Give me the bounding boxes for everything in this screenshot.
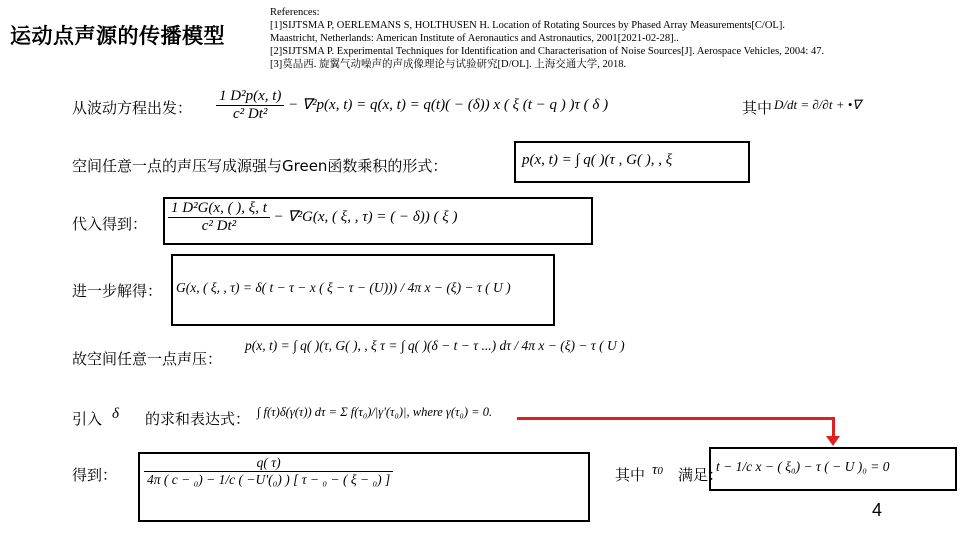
reference-2: [2]SIJTSMA P. Experimental Techniques for Identification and Characterisation of Noise Sources[J]. Aerospace Vehicles, 2004: 47. bbox=[270, 46, 825, 57]
page-number: 4 bbox=[872, 500, 883, 520]
red-arrow-head bbox=[826, 436, 840, 446]
green-rhs: − ∇²G(x, ( ξ, , τ) = ( − δ)) ( ξ ) bbox=[273, 208, 458, 225]
equation-delta-sum: ∫ f(τ)δ(γ(τ)) dτ = Σ f(τ₀)/|γ'(τ₀)|, where γ(τ₀) = 0. bbox=[257, 405, 493, 419]
label-substitute: 代入得到： bbox=[72, 215, 148, 233]
label-where: 其中 bbox=[615, 466, 646, 484]
equation-green-pde bbox=[168, 200, 457, 235]
label-satisfy: 满足： bbox=[678, 466, 724, 484]
equation-pressure-integral: p(x, t) = ∫ q( )(τ, G( ), , ξ τ = ∫ q( )(δ − t − τ ...) dτ / 4π x − (ξ) − τ ( U ) bbox=[245, 338, 625, 353]
green-lhs-num: 1 D²G(x, ( ), ξ, t bbox=[168, 200, 270, 218]
wave-lhs-fraction bbox=[216, 88, 284, 123]
wave-rhs: − ∇²p(x, t) = q(x, t) = q(t)( − (δ)) x ( ξ (t − q ) )τ ( δ ) bbox=[288, 96, 609, 113]
wave-lhs-den: c² Dt² bbox=[233, 106, 268, 122]
label-qijiong-1: 其中 bbox=[742, 99, 773, 117]
red-arrow-line bbox=[517, 417, 835, 420]
references bbox=[270, 6, 960, 71]
final-num: q( τ) bbox=[144, 455, 393, 472]
reference-1-cont: Maastricht, Netherlands: American Institute of Aeronautics and Astronautics, 2001[2021-02-28].. bbox=[270, 33, 679, 44]
label-get: 得到： bbox=[72, 466, 118, 484]
equation-green-solution: G(x, ( ξ, , τ) = δ( t − τ − x ( ξ − τ − (U))) / 4π x − (ξ) − τ ( U ) bbox=[176, 280, 511, 295]
tau-symbol: τ bbox=[652, 462, 658, 478]
tau0-symbol: τ0 bbox=[652, 462, 663, 478]
reference-1: [1]SIJTSMA P, OERLEMANS S, HOLTHUSEN H. Location of Rotating Sources by Phased Array Measurements[C/OL]. bbox=[270, 20, 785, 31]
equation-wave bbox=[216, 88, 608, 123]
reference-3: [3]莫品西. 旋翼气动噪声的声成像理论与试验研究[D/OL]. 上海交通大学, 2018. bbox=[270, 59, 627, 70]
final-fraction bbox=[144, 455, 393, 488]
equation-retarded-time: t − 1/c x − ( ξ₀) − τ ( − U )₀ = 0 bbox=[716, 459, 890, 474]
equation-material-derivative: D/dt = ∂/∂t + •∇ bbox=[774, 97, 861, 112]
wave-lhs-num: 1 D²p(x, t) bbox=[216, 88, 284, 106]
page-title: 运动点声源的传播模型 bbox=[10, 24, 225, 48]
label-hence: 故空间任意一点声压： bbox=[72, 350, 223, 368]
reference-header: References: bbox=[270, 7, 320, 18]
equation-final bbox=[144, 455, 393, 488]
label-further-solve: 进一步解得： bbox=[72, 282, 163, 300]
label-sum-expr: 的求和表达式： bbox=[145, 410, 251, 428]
label-from-wave-eq: 从波动方程出发： bbox=[72, 99, 193, 117]
final-den: 4π ( c − ₀) − 1/c ( −U'(₀) ) [ τ − ₀ − ( ξ − ₀) ] bbox=[147, 472, 391, 487]
delta-symbol: δ bbox=[112, 406, 119, 422]
label-sound-pressure-form: 空间任意一点的声压写成源强与Green函数乘积的形式： bbox=[72, 157, 448, 175]
green-lhs-den: c² Dt² bbox=[201, 218, 237, 234]
equation-green-form: p(x, t) = ∫ q( )(τ , G( ), , ξ bbox=[522, 152, 673, 168]
label-introduce: 引入 bbox=[72, 410, 103, 428]
green-lhs-fraction bbox=[168, 200, 270, 235]
